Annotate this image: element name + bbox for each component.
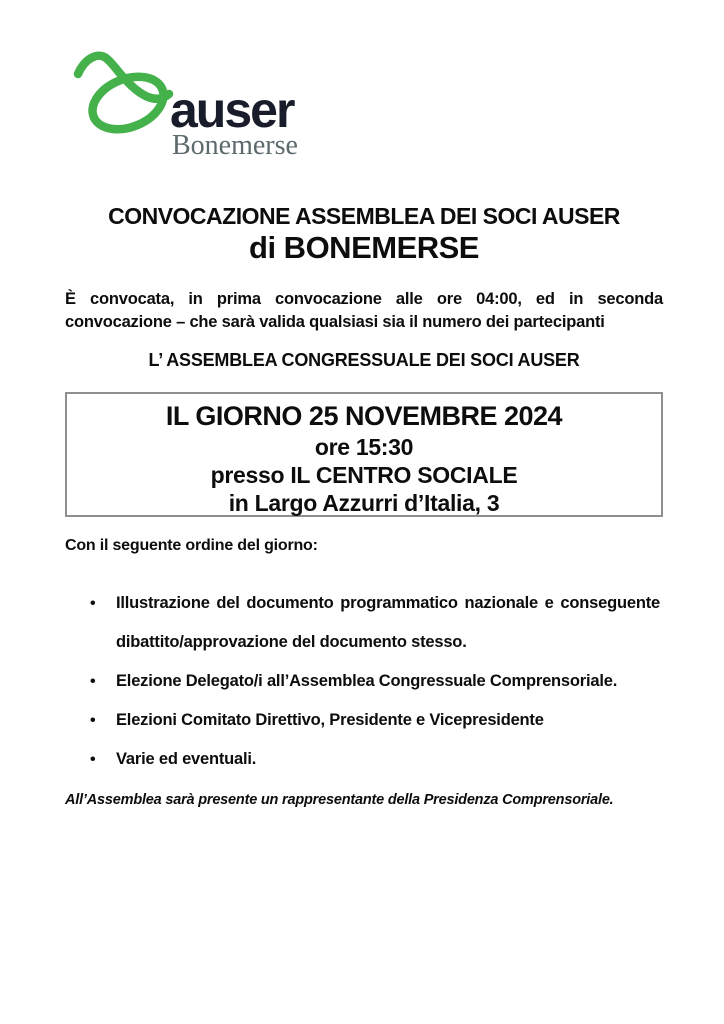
event-details-box [65,392,663,517]
assembly-subheading: L’ ASSEMBLEA CONGRESSUALE DEI SOCI AUSER [148,350,580,370]
agenda-list [90,584,660,779]
event-venue: presso IL CENTRO SOCIALE [210,462,518,488]
agenda-item-text: Varie ed eventuali. [116,750,257,768]
agenda-item-text: Elezioni Comitato Direttivo, Presidente e Vicepresidente [116,711,544,729]
event-address: in Largo Azzurri d’Italia, 3 [228,490,500,516]
logo-subtitle: Bonemerse [172,130,298,161]
logo-wordmark: auser [170,82,294,138]
document-title [65,203,663,265]
agenda-item-text: Illustrazione del documento programmatico nazionale e conseguente dibattito/approvazione del documento stesso. [116,594,660,651]
list-item [90,740,660,779]
list-item [90,662,660,701]
event-time: ore 15:30 [314,434,414,460]
bullet-icon: • [90,712,96,729]
footer-note: All’Assemblea sarà presente un rappresentante della Presidenza Comprensoriale. [65,792,614,808]
intro-paragraph: È convocata, in prima convocazione alle ore 04:00, ed in seconda convocazione – che sarà valida qualsiasi sia il numero dei partecipanti [65,290,663,331]
bullet-icon: • [90,595,96,612]
title-line-1: CONVOCAZIONE ASSEMBLEA DEI SOCI AUSER [108,203,620,229]
list-item [90,584,660,662]
agenda-heading: Con il seguente ordine del giorno: [65,537,318,554]
list-item [90,701,660,740]
auser-logo [70,45,350,170]
bullet-icon: • [90,751,96,768]
bullet-icon: • [90,673,96,690]
event-date: IL GIORNO 25 NOVEMBRE 2024 [165,401,563,431]
title-line-2: di BONEMERSE [249,230,479,265]
agenda-item-text: Elezione Delegato/i all’Assemblea Congressuale Comprensoriale. [116,672,618,690]
